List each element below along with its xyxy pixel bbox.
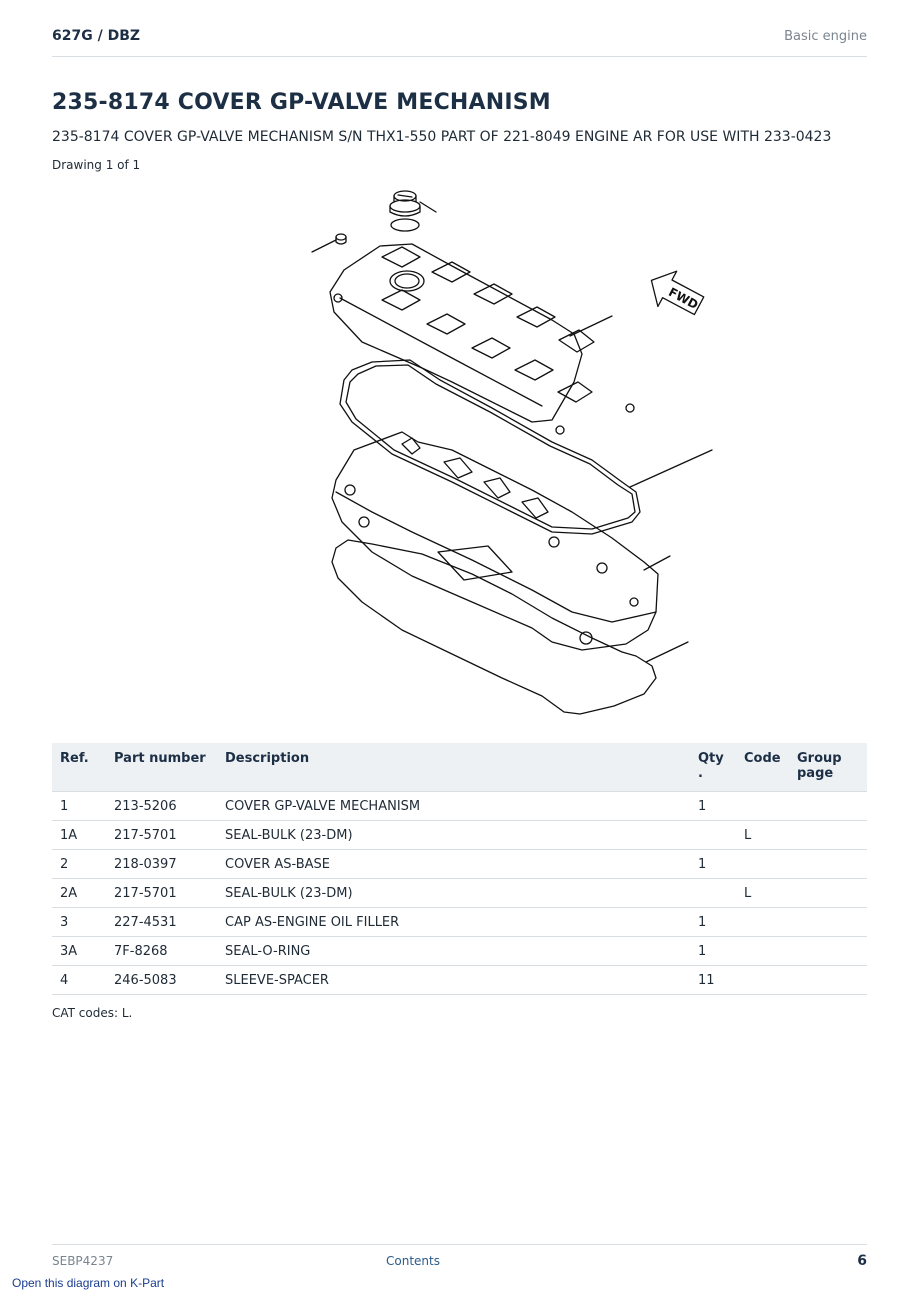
cell-ref: 1A <box>52 821 106 850</box>
cell-ref: 1 <box>52 792 106 821</box>
cell-qty: 11 <box>690 966 736 995</box>
cell-qty: 1 <box>690 937 736 966</box>
cell-part-number: 213-5206 <box>106 792 217 821</box>
table-header-row <box>52 743 867 792</box>
cell-qty: 1 <box>690 908 736 937</box>
cell-group-page <box>789 792 867 821</box>
page <box>52 0 867 1300</box>
table-row <box>52 937 867 966</box>
cell-description: SEAL-BULK (23-DM) <box>217 821 690 850</box>
valve-cover <box>330 244 634 434</box>
cell-code: L <box>736 879 789 908</box>
cell-description: SEAL-O-RING <box>217 937 690 966</box>
header-qty-dot: . <box>698 766 703 781</box>
cell-part-number: 217-5701 <box>106 821 217 850</box>
cell-part-number: 227-4531 <box>106 908 217 937</box>
header-description: Description <box>217 743 690 792</box>
cell-code <box>736 850 789 879</box>
cell-description: CAP AS-ENGINE OIL FILLER <box>217 908 690 937</box>
page-subtitle: 235-8174 COVER GP-VALVE MECHANISM S/N THX1-550 PART OF 221-8049 ENGINE AR FOR USE WITH 233-0423 <box>52 129 832 145</box>
lower-seal-leader-line <box>646 642 688 662</box>
cell-group-page <box>789 966 867 995</box>
cell-qty <box>690 879 736 908</box>
cell-description: COVER GP-VALVE MECHANISM <box>217 792 690 821</box>
cell-code <box>736 966 789 995</box>
header-part-number: Part number <box>106 743 217 792</box>
cell-group-page <box>789 821 867 850</box>
table-row <box>52 908 867 937</box>
drawing-count: Drawing 1 of 1 <box>52 158 141 172</box>
header-page-label: page <box>797 766 834 781</box>
header-group-label: Group <box>797 751 842 766</box>
cell-code <box>736 908 789 937</box>
table-row <box>52 850 867 879</box>
cell-ref: 3A <box>52 937 106 966</box>
header-group-page <box>789 743 867 792</box>
section-name: Basic engine <box>784 29 867 44</box>
cell-code <box>736 937 789 966</box>
machine-model: 627G / DBZ <box>52 28 141 44</box>
open-in-kpart-link[interactable]: Open this diagram on K-Part <box>12 1276 165 1290</box>
oil-filler-cap <box>390 191 436 216</box>
cell-description: SEAL-BULK (23-DM) <box>217 879 690 908</box>
cell-ref: 3 <box>52 908 106 937</box>
parts-table <box>52 743 867 995</box>
page-header <box>52 28 867 57</box>
page-number: 6 <box>857 1253 867 1269</box>
cell-ref: 2A <box>52 879 106 908</box>
cell-ref: 4 <box>52 966 106 995</box>
page-footer <box>52 1244 867 1275</box>
cell-group-page <box>789 850 867 879</box>
contents-link[interactable]: Contents <box>386 1254 440 1268</box>
upper-bulk-seal-inner <box>346 365 635 529</box>
o-ring-seal <box>391 219 419 231</box>
table-row <box>52 966 867 995</box>
cell-part-number: 7F-8268 <box>106 937 217 966</box>
cell-code <box>736 792 789 821</box>
cat-codes-note: CAT codes: L. <box>52 1006 133 1020</box>
lower-bulk-seal <box>332 540 656 714</box>
cell-group-page <box>789 879 867 908</box>
forward-direction-arrow <box>642 263 708 324</box>
cell-description: COVER AS-BASE <box>217 850 690 879</box>
cell-group-page <box>789 908 867 937</box>
cell-qty: 1 <box>690 792 736 821</box>
seal-leader-line <box>630 450 712 487</box>
cell-qty: 1 <box>690 850 736 879</box>
table-row <box>52 821 867 850</box>
cell-part-number: 246-5083 <box>106 966 217 995</box>
header-ref: Ref. <box>52 743 106 792</box>
base-cover <box>332 432 670 650</box>
cell-group-page <box>789 937 867 966</box>
cell-part-number: 217-5701 <box>106 879 217 908</box>
exploded-parts-diagram <box>252 182 701 722</box>
spacer-sleeve <box>312 234 346 252</box>
document-number: SEBP4237 <box>52 1254 114 1268</box>
upper-bulk-seal <box>340 360 640 534</box>
cell-description: SLEEVE-SPACER <box>217 966 690 995</box>
table-row <box>52 879 867 908</box>
page-title: 235-8174 COVER GP-VALVE MECHANISM <box>52 90 551 115</box>
header-qty <box>690 743 736 792</box>
header-code: Code <box>736 743 789 792</box>
header-qty-label: Qty <box>698 751 724 766</box>
fwd-label: FWD <box>666 284 701 313</box>
table-row <box>52 792 867 821</box>
cell-ref: 2 <box>52 850 106 879</box>
cell-qty <box>690 821 736 850</box>
cell-part-number: 218-0397 <box>106 850 217 879</box>
diagram-drawing <box>252 182 701 722</box>
cell-code: L <box>736 821 789 850</box>
